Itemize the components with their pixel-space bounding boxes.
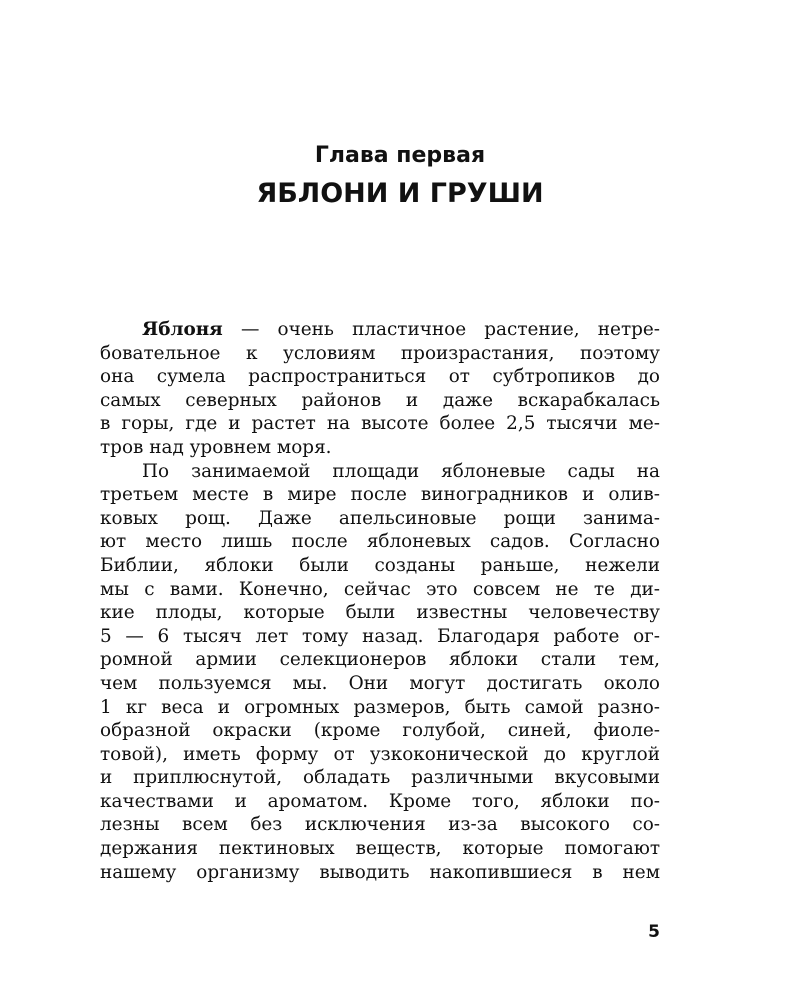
text-line: ют место лишь после яблоневых садов. Согласно	[100, 531, 660, 553]
page-number: 5	[648, 922, 660, 942]
text-line: товой), иметь форму от узкоконической до круглой	[100, 743, 660, 765]
text-line: бовательное к условиям произрастания, поэтому	[100, 342, 660, 364]
text-line-fragment: — очень пластичное растение, нетре-	[222, 319, 660, 340]
chapter-label: Глава первая	[314, 143, 486, 168]
text-line: 5 — 6 тысяч лет тому назад. Благодаря работе ог-	[100, 625, 660, 647]
text-line: и приплюснутой, обладать различными вкусовыми	[100, 767, 660, 789]
text-line: держания пектиновых веществ, которые помогают	[100, 838, 660, 860]
text-line	[100, 318, 660, 342]
text-line: она сумела распространиться от субтропиков до	[100, 366, 660, 388]
text-line: ковых рощ. Даже апельсиновые рощи занима-	[100, 507, 660, 529]
text-line: кие плоды, которые были известны человечеству	[100, 602, 660, 624]
chapter-header	[0, 140, 800, 214]
chapter-title: ЯБЛОНИ И ГРУШИ	[256, 178, 544, 209]
text-line: ромной армии селекционеров яблоки стали тем,	[100, 649, 660, 671]
text-line: чем пользуемся мы. Они могут достигать около	[100, 672, 660, 694]
text-line: образной окраски (кроме голубой, синей, фиоле-	[100, 720, 660, 742]
text-line: третьем месте в мире после виноградников и олив-	[100, 484, 660, 506]
text-line: самых северных районов и даже вскарабкалась	[100, 389, 660, 411]
text-line: в горы, где и растет на высоте более 2,5 тысячи ме-	[100, 413, 660, 435]
text-line: мы с вами. Конечно, сейчас это совсем не те ди-	[100, 578, 660, 600]
term-apple-tree: Яблоня	[142, 319, 223, 340]
text-line: качествами и ароматом. Кроме того, яблоки по-	[100, 790, 660, 812]
text-line: тров над уровнем моря.	[100, 436, 332, 458]
text-line: Библии, яблоки были созданы раньше, нежели	[100, 554, 660, 576]
text-line: нашему организму выводить накопившиеся в нем	[100, 861, 660, 883]
text-line: 1 кг веса и огромных размеров, быть самой разно-	[100, 696, 660, 718]
paragraph-2	[100, 460, 660, 885]
text-line: лезны всем без исключения из-за высокого со-	[100, 814, 660, 836]
text-line: По занимаемой площади яблоневые сады на	[142, 460, 660, 482]
body-text	[100, 318, 660, 884]
paragraph-1	[100, 318, 660, 460]
